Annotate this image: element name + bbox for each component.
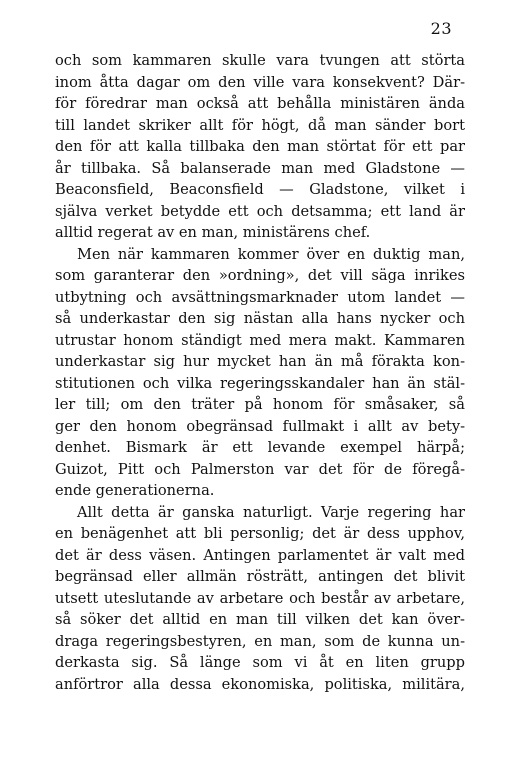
text-line: anförtror alla dessa ekonomiska, politiska, militära, <box>55 675 465 693</box>
text-line: Guizot, Pitt och Palmerston var det för de föregå- <box>55 460 465 478</box>
text-line: och som kammaren skulle vara tvungen att störta <box>55 52 465 69</box>
text-line: för föredrar man också att behålla ministären ända <box>55 95 465 112</box>
text-line: själva verket betydde ett och detsamma; ett land är <box>55 202 465 220</box>
text-line: denhet. Bismark är ett levande exempel härpå; <box>55 439 465 456</box>
text-line: så söker det alltid en man till vilken det kan över- <box>55 611 465 628</box>
text-line: utbytning och avsättningsmarknader utom landet — <box>55 288 465 306</box>
text-line: draga regeringsbestyren, en man, som de kunna un- <box>55 632 465 650</box>
text-line: inom åtta dagar om den ville vara konsekvent? Där- <box>55 73 465 91</box>
text-line: det är dess väsen. Antingen parlamentet är valt med <box>55 546 465 564</box>
text-line: derkasta sig. Så länge som vi åt en liten grupp <box>55 654 465 671</box>
text-line: begränsad eller allmän rösträtt, antingen det blivit <box>55 568 465 585</box>
text-line: år tillbaka. Så balanserade man med Gladstone — <box>55 159 465 177</box>
body-text <box>55 50 465 695</box>
text-line: den för att kalla tillbaka den man störtat för ett par <box>55 138 465 155</box>
text-line: underkastar sig hur mycket han än må förakta kon- <box>55 353 465 370</box>
text-line: stitutionen och vilka regeringsskandaler han än stäl- <box>55 374 465 392</box>
text-line: alltid regerat av en man, ministärens chef. <box>55 224 371 241</box>
text-line: ler till; om den träter på honom för småsaker, så <box>55 396 465 413</box>
text-line: Beaconsfield, Beaconsfield — Gladstone, vilket i <box>55 181 465 198</box>
text-line: utsett uteslutande av arbetare och består av arbetare, <box>55 589 465 607</box>
text-line: en benägenhet att bli personlig; det är dess upphov, <box>55 525 465 542</box>
text-line: till landet skriker allt för högt, då man sänder bort <box>55 116 465 134</box>
text-line: ende generationerna. <box>55 482 215 499</box>
text-line: utrustar honom ständigt med mera makt. Kammaren <box>55 331 465 349</box>
page-number: 23 <box>430 19 452 38</box>
text-line: ger den honom obegränsad fullmakt i allt av bety- <box>55 417 465 435</box>
text-line: så underkastar den sig nästan alla hans nycker och <box>55 310 465 327</box>
text-line: som garanterar den »ordning», det vill säga inrikes <box>55 267 465 284</box>
text-line: Men när kammaren kommer över en duktig man, <box>77 245 465 263</box>
text-line: Allt detta är ganska naturligt. Varje regering har <box>77 503 465 521</box>
